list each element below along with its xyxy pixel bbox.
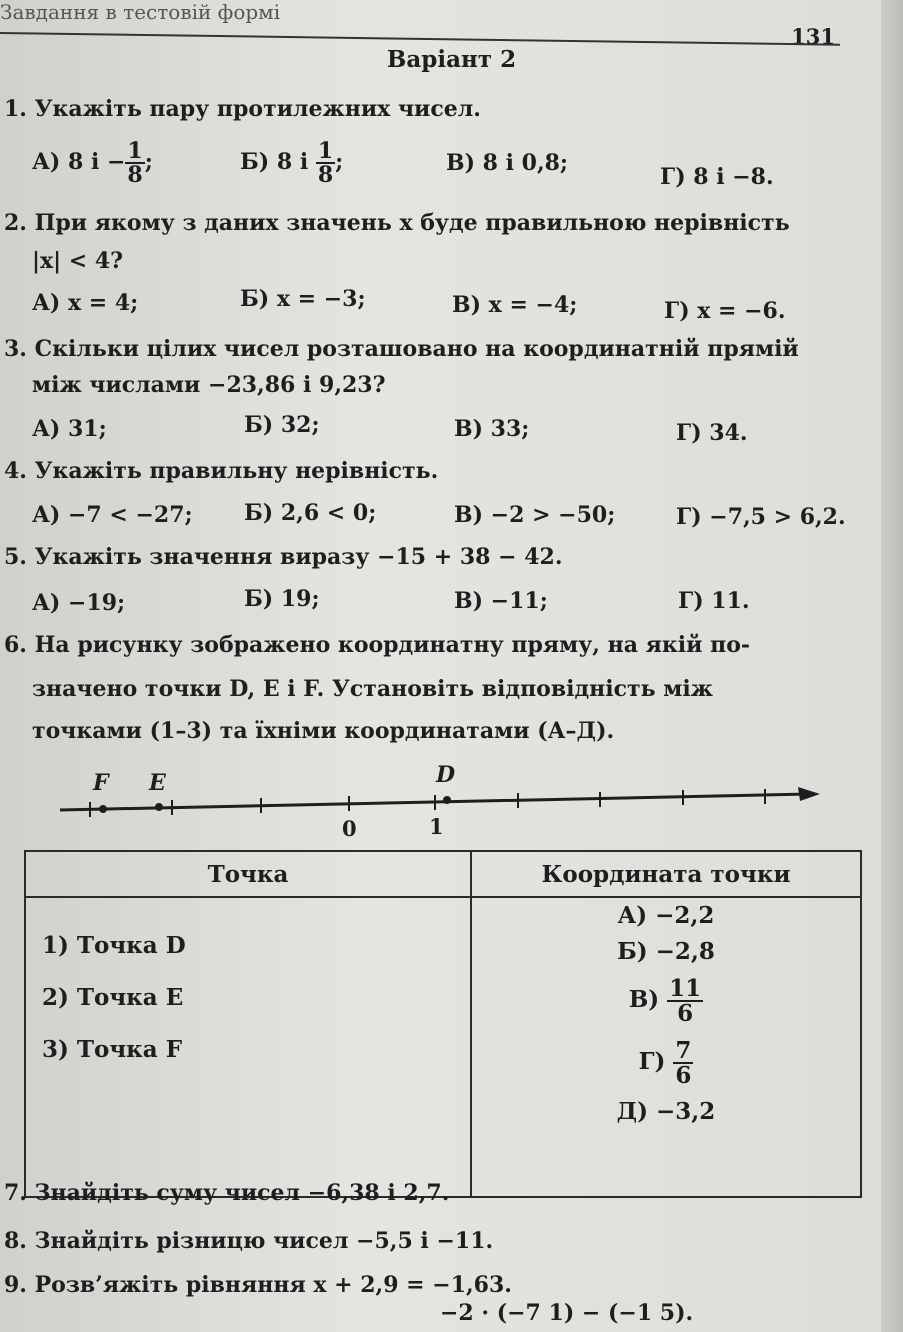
label-d: D xyxy=(436,762,456,788)
q4-option-d: Г) −7,5 > 6,2. xyxy=(676,504,846,530)
question-text: Скільки цілих чисел розташовано на координатній прямій xyxy=(34,336,799,362)
variant-title: Варіант 2 xyxy=(386,46,517,73)
question-number: 6. xyxy=(4,632,27,658)
coord-d: Г) $\frac{7}{6}$ xyxy=(638,1037,692,1089)
page-edge xyxy=(881,0,903,1332)
matching-table xyxy=(24,850,862,1198)
label-zero: 0 xyxy=(342,816,357,840)
q1-option-c: В) 8 і 0,8; xyxy=(446,150,569,176)
q3-option-b: Б) 32; xyxy=(244,412,320,438)
q4-option-a: А) −7 < −27; xyxy=(32,502,193,528)
number-line xyxy=(55,760,845,840)
point-item: 3) Точка F xyxy=(42,1036,183,1063)
question-2-line-2: |x| < 4? xyxy=(32,248,124,274)
coord-b: Б) −2,8 xyxy=(617,938,715,965)
point-f xyxy=(99,805,107,813)
header-rule xyxy=(0,32,840,46)
q1-option-b: Б) 8 і $\frac{1}{8}$ ; xyxy=(240,138,344,188)
q1-option-a: А) 8 і − $\frac{1}{8}$ ; xyxy=(32,138,153,188)
question-text: При якому з даних значень x буде правильною нерівність xyxy=(34,210,790,236)
question-text: На рисунку зображено координатну пряму, на якій по- xyxy=(34,632,751,658)
q5-option-d: Г) 11. xyxy=(678,588,750,614)
question-4 xyxy=(4,458,438,484)
point-d xyxy=(443,796,451,804)
question-5 xyxy=(4,544,563,570)
q4-option-c: В) −2 > −50; xyxy=(454,502,616,528)
question-text: Укажіть значення виразу −15 + 38 − 42. xyxy=(34,544,563,570)
question-8: 8. Знайдіть різницю чисел −5,5 і −11. xyxy=(4,1228,494,1254)
cut-off-expression: −2 · (−7 1) − (−1 5). xyxy=(440,1300,694,1326)
points-cell xyxy=(25,897,471,1197)
question-6 xyxy=(4,632,750,658)
question-7: 7. Знайдіть суму чисел −6,38 і 2,7. xyxy=(4,1180,450,1206)
point-item: 1) Точка D xyxy=(42,932,186,959)
label-e: E xyxy=(149,770,166,796)
q2-option-a: А) x = 4; xyxy=(32,290,139,316)
q1-option-d: Г) 8 і −8. xyxy=(660,164,774,190)
question-number: 3. xyxy=(4,336,27,362)
coord-c: В) $\frac{11}{6}$ xyxy=(628,975,702,1027)
question-text: Укажіть пару протилежних чисел. xyxy=(34,96,481,122)
question-9: 9. Розв’яжіть рівняння x + 2,9 = −1,63. xyxy=(4,1272,512,1298)
q2-option-c: В) x = −4; xyxy=(452,292,578,318)
q3-option-a: А) 31; xyxy=(32,416,107,442)
question-number: 1. xyxy=(4,96,27,122)
axis-arrow xyxy=(798,787,820,801)
label-f: F xyxy=(93,770,109,796)
question-number: 4. xyxy=(4,458,27,484)
point-item: 2) Точка E xyxy=(42,984,184,1011)
question-6-line-2: значено точки D, E і F. Установіть відповідність між xyxy=(32,676,713,702)
right-header: Координата точки xyxy=(471,851,861,897)
question-text: Укажіть правильну нерівність. xyxy=(34,458,439,484)
fraction: $\frac{7}{6}$ xyxy=(675,1037,692,1089)
question-3 xyxy=(4,336,799,362)
question-1 xyxy=(4,96,481,122)
left-header: Точка xyxy=(25,851,471,897)
question-number: 2. xyxy=(4,210,27,236)
coordinates-cell xyxy=(471,897,861,1197)
label-one: 1 xyxy=(429,814,444,839)
question-6-line-3: точками (1–3) та їхніми координатами (А–Д). xyxy=(32,718,615,744)
q5-option-c: В) −11; xyxy=(454,588,548,614)
point-e xyxy=(155,803,163,811)
q2-option-d: Г) x = −6. xyxy=(664,298,786,324)
question-number: 5. xyxy=(4,544,27,570)
page-number: 131 xyxy=(791,24,835,49)
q2-option-b: Б) x = −3; xyxy=(240,286,366,312)
fraction: $\frac{1}{8}$ xyxy=(127,138,143,188)
coord-e: Д) −3,2 xyxy=(616,1098,716,1125)
q5-option-b: Б) 19; xyxy=(244,586,320,612)
running-header: Завдання в тестовій формі xyxy=(0,0,281,24)
question-3-line-2: між числами −23,86 і 9,23? xyxy=(32,372,386,398)
q5-option-a: А) −19; xyxy=(32,590,126,616)
q4-option-b: Б) 2,6 < 0; xyxy=(244,500,377,526)
fraction: $\frac{11}{6}$ xyxy=(669,975,702,1027)
coord-a: А) −2,2 xyxy=(617,902,715,929)
question-2 xyxy=(4,210,790,236)
q3-option-d: Г) 34. xyxy=(676,420,748,446)
q3-option-c: В) 33; xyxy=(454,416,530,442)
fraction: $\frac{1}{8}$ xyxy=(317,138,334,188)
